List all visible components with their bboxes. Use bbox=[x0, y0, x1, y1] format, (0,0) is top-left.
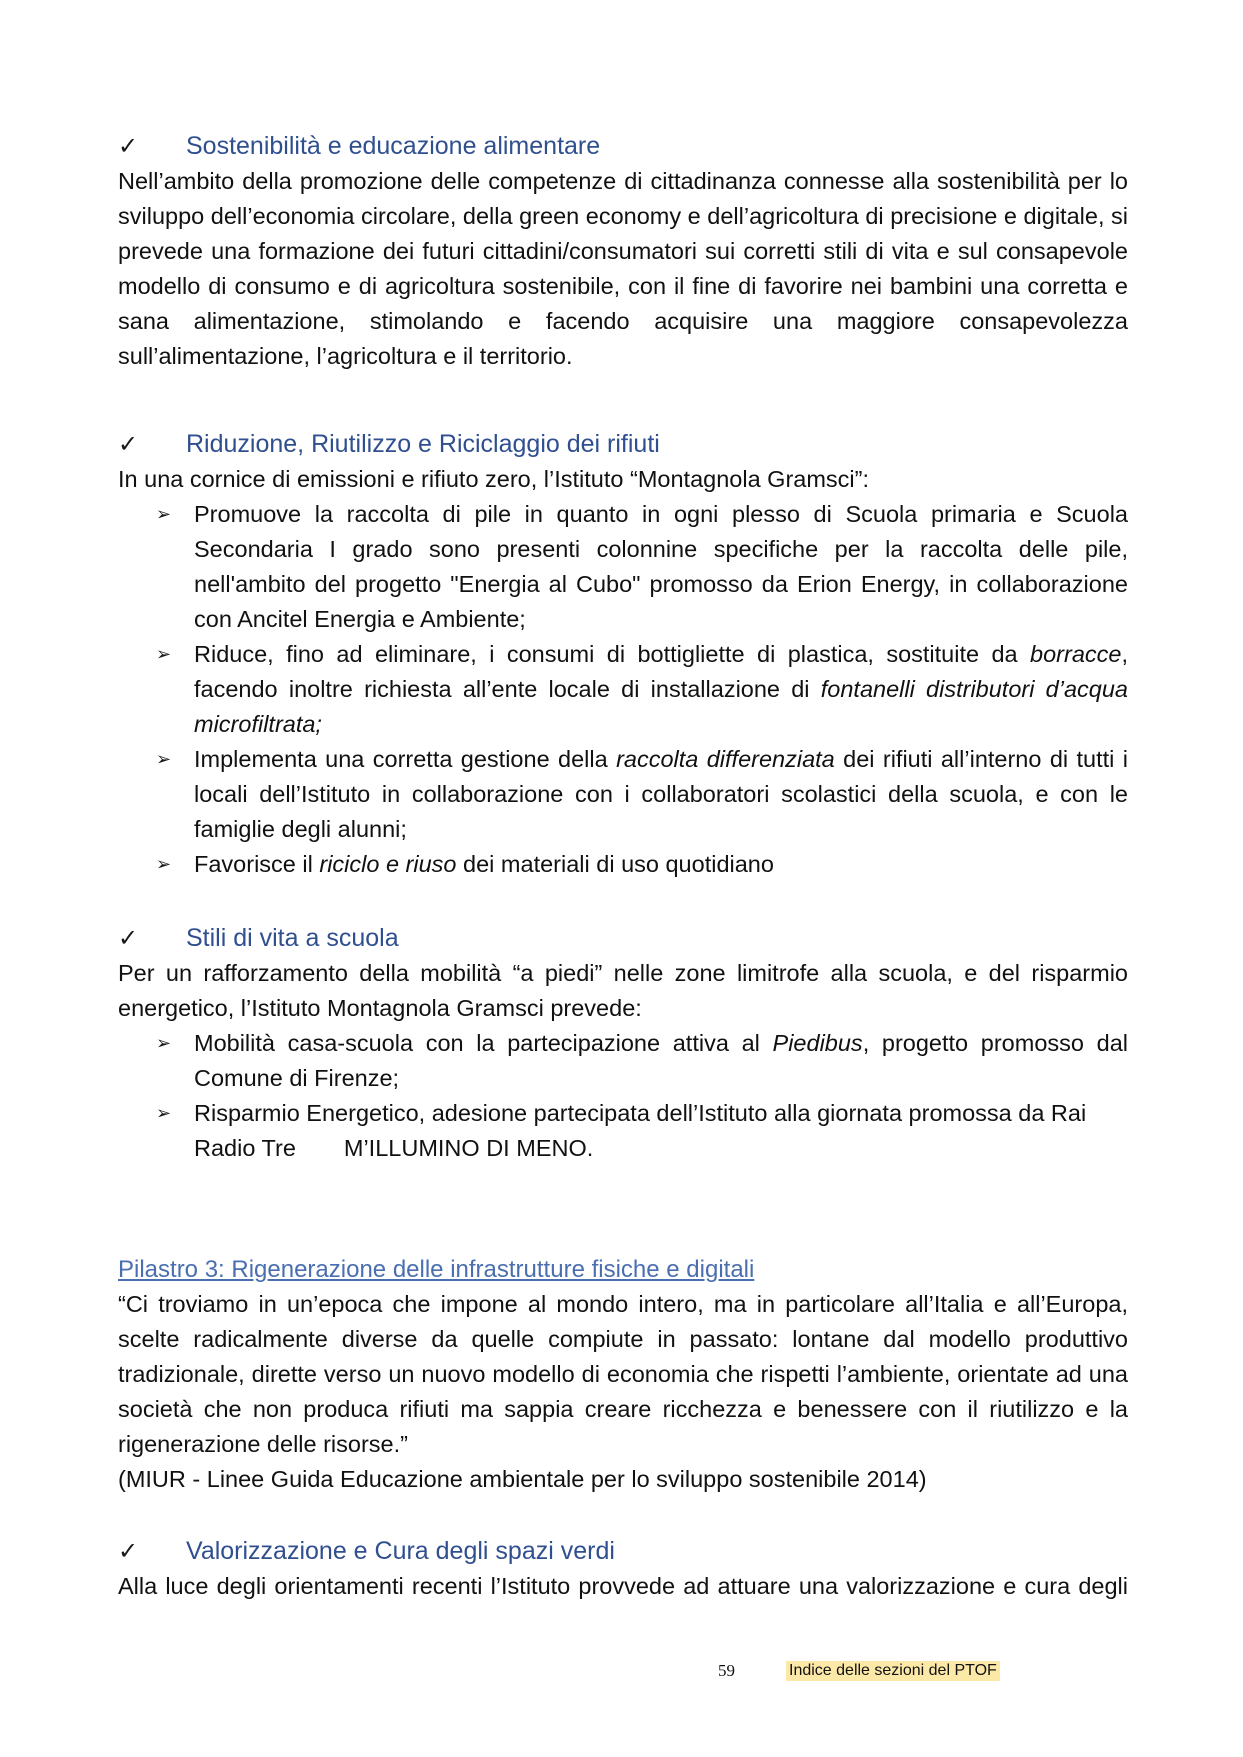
arrow-bullet-icon: ➢ bbox=[156, 1033, 172, 1053]
index-link[interactable]: Indice delle sezioni del PTOF bbox=[786, 1661, 1000, 1681]
page-footer bbox=[718, 1661, 1000, 1681]
check-icon: ✓ bbox=[118, 132, 139, 160]
section-heading-rifiuti bbox=[118, 426, 1128, 462]
list-item: ➢ Favorisce il riciclo e riuso dei materiali di uso quotidiano bbox=[118, 847, 1128, 882]
arrow-bullet-icon: ➢ bbox=[156, 749, 172, 769]
pillar-quote: “Ci troviamo in un’epoca che impone al mondo intero, ma in particolare all’Italia e all’Europa, scelte radicalmente diverse da quelle compiute in passato: lontane dal modello produttivo tradizionale, dirette verso un nuovo modello di economia che rispetti l’ambiente, orientate ad una società che non produca rifiuti ma sappia creare ricchezza e benessere con il riutilizzo e la rigenerazione delle risorse.” bbox=[118, 1291, 1128, 1457]
section-heading-sostenibilita bbox=[118, 128, 1128, 164]
arrow-bullet-icon: ➢ bbox=[156, 1103, 172, 1123]
heading-text: Valorizzazione e Cura degli spazi verdi bbox=[186, 1536, 615, 1565]
section-heading-spazi-verdi bbox=[118, 1533, 1128, 1569]
arrow-bullet-icon: ➢ bbox=[156, 854, 172, 874]
heading-text: Riduzione, Riutilizzo e Riciclaggio dei rifiuti bbox=[186, 429, 660, 458]
arrow-bullet-icon: ➢ bbox=[156, 504, 172, 524]
quote-source: (MIUR - Linee Guida Educazione ambientale per lo sviluppo sostenibile 2014) bbox=[118, 1466, 927, 1492]
list-item: ➢ Riduce, fino ad eliminare, i consumi di bottigliette di plastica, sostituite da borracce, facendo inoltre richiesta all’ente locale di installazione di fontanelli distributori d’acqua microfiltrata; bbox=[118, 637, 1128, 742]
pillar-title[interactable]: Pilastro 3: Rigenerazione delle infrastrutture fisiche e digitali bbox=[118, 1256, 755, 1283]
paragraph-sostenibilita: Nell’ambito della promozione delle competenze di cittadinanza connesse alla sostenibilità per lo sviluppo dell’economia circolare, della green economy e dell’agricoltura di precisione e digitale, si prevede una formazione dei futuri cittadini/consumatori sui corretti stili di vita e sul consapevole modello di consumo e di agricoltura sostenibile, con il fine di favorire nei bambini una corretta e sana alimentazione, stimolando e facendo acquisire una maggiore consapevolezza sull’alimentazione, l’agricoltura e il territorio. bbox=[118, 168, 1128, 369]
list-item: ➢ Promuove la raccolta di pile in quanto in ogni plesso di Scuola primaria e Scuola Secondaria I grado sono presenti colonnine specifiche per la raccolta delle pile, nell'ambito del progetto "Energia al Cubo" promosso da Erion Energy, in collaborazione con Ancitel Energia e Ambiente; bbox=[118, 497, 1128, 637]
paragraph-stili-intro: Per un rafforzamento della mobilità “a piedi” nelle zone limitrofe alla scuola, e del risparmio energetico, l’Istituto Montagnola Gramsci prevede: bbox=[118, 960, 1128, 1021]
list-item: ➢ Risparmio Energetico, adesione partecipata dell’Istituto alla giornata promossa da Rai Radio Tre M’ILLUMINO DI MENO. bbox=[118, 1096, 1128, 1166]
check-icon: ✓ bbox=[118, 430, 139, 458]
list-item: ➢ Implementa una corretta gestione della raccolta differenziata dei rifiuti all’interno di tutti i locali dell’Istituto in collaborazione con i collaboratori scolastici della scuola, e con le famiglie degli alunni; bbox=[118, 742, 1128, 847]
arrow-bullet-icon: ➢ bbox=[156, 644, 172, 664]
paragraph-rifiuti-intro: In una cornice di emissioni e rifiuto zero, l’Istituto “Montagnola Gramsci”: bbox=[118, 466, 870, 492]
list-stili bbox=[118, 1026, 1128, 1166]
page-number: 59 bbox=[718, 1661, 735, 1680]
list-rifiuti bbox=[118, 497, 1128, 882]
heading-text: Stili di vita a scuola bbox=[186, 923, 399, 952]
paragraph-spazi-verdi: Alla luce degli orientamenti recenti l’Istituto provvede ad attuare una valorizzazione e cura degli bbox=[118, 1573, 1128, 1599]
page-content bbox=[118, 128, 1128, 1604]
check-icon: ✓ bbox=[118, 924, 139, 952]
section-heading-stili-di-vita bbox=[118, 920, 1128, 956]
check-icon: ✓ bbox=[118, 1537, 139, 1565]
list-item: ➢ Mobilità casa-scuola con la partecipazione attiva al Piedibus, progetto promosso dal Comune di Firenze; bbox=[118, 1026, 1128, 1096]
heading-text: Sostenibilità e educazione alimentare bbox=[186, 131, 601, 160]
